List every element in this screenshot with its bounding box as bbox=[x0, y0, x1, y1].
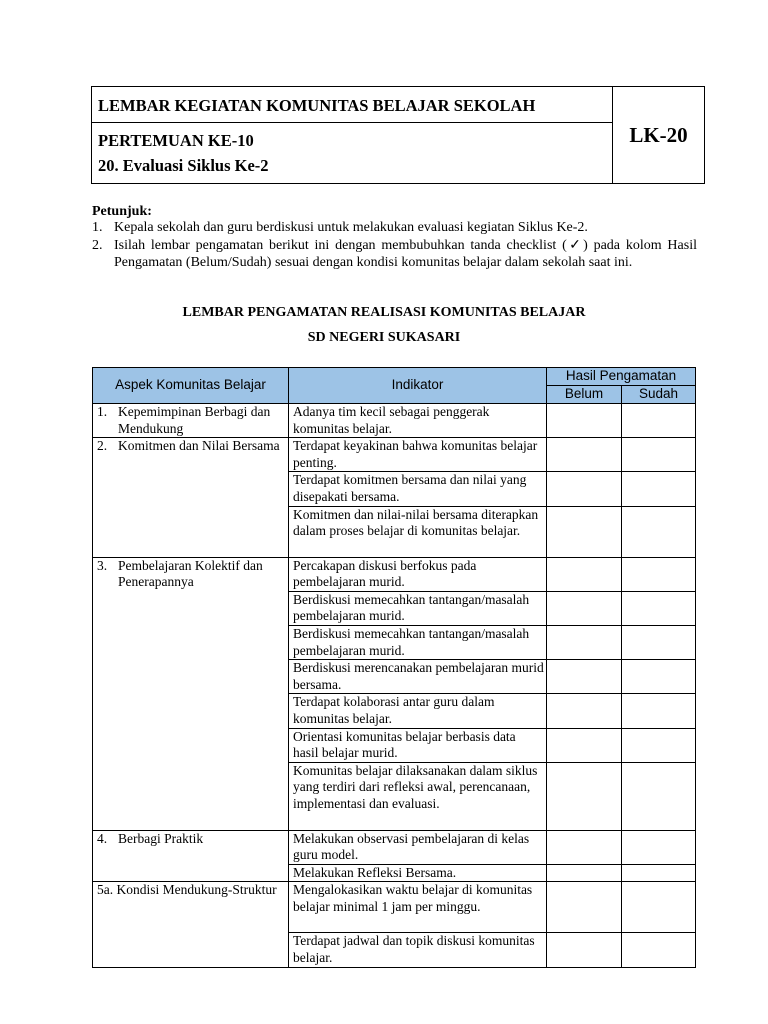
header-left bbox=[92, 87, 613, 183]
indicator-cell: Berdiskusi memecahkan tantangan/masalah pembelajaran murid. bbox=[289, 625, 547, 659]
aspect-label: Kepemimpinan Berbagi dan Mendukung bbox=[118, 404, 271, 436]
indicator-cell: Berdiskusi merencanakan pembelajaran murid bersama. bbox=[289, 660, 547, 694]
table-row bbox=[93, 882, 696, 933]
school-name: SD NEGERI SUKASARI bbox=[307, 330, 461, 345]
check-sudah-cell[interactable] bbox=[622, 404, 696, 438]
indicator-cell: Orientasi komunitas belajar berbasis data hasil belajar murid. bbox=[289, 728, 547, 762]
check-sudah-cell[interactable] bbox=[622, 830, 696, 864]
aspect-number: 1. bbox=[97, 404, 108, 419]
table-row bbox=[93, 557, 696, 591]
check-belum-cell[interactable] bbox=[547, 762, 622, 830]
aspect-label: Pembelajaran Kolektif dan Penerapannya bbox=[118, 557, 263, 590]
check-belum-cell[interactable] bbox=[547, 830, 622, 864]
aspect-cell bbox=[93, 404, 289, 438]
check-belum-cell[interactable] bbox=[547, 933, 622, 967]
aspect-cell bbox=[93, 882, 289, 967]
header-title-row bbox=[92, 87, 612, 123]
aspect-label: Berbagi Praktik bbox=[118, 830, 204, 846]
observation-table bbox=[92, 367, 696, 968]
check-sudah-cell[interactable] bbox=[622, 557, 696, 591]
check-sudah-cell[interactable] bbox=[622, 882, 696, 933]
indicator-cell: Melakukan Refleksi Bersama. bbox=[289, 864, 547, 882]
indicator-cell: Percakapan diskusi berfokus pada pembelajaran murid. bbox=[289, 557, 547, 591]
check-belum-cell[interactable] bbox=[547, 557, 622, 591]
check-belum-cell[interactable] bbox=[547, 882, 622, 933]
check-belum-cell[interactable] bbox=[547, 864, 622, 882]
instructions-title: Petunjuk: bbox=[92, 204, 152, 219]
check-sudah-cell[interactable] bbox=[622, 625, 696, 659]
aspect-cell bbox=[93, 830, 289, 882]
indicator-cell: Adanya tim kecil sebagai penggerak komunitas belajar. bbox=[289, 404, 547, 438]
meeting-label: PERTEMUAN KE-10 bbox=[98, 131, 254, 150]
check-sudah-cell[interactable] bbox=[622, 728, 696, 762]
indicator-cell: Terdapat komitmen bersama dan nilai yang disepakati bersama. bbox=[289, 472, 547, 506]
check-belum-cell[interactable] bbox=[547, 728, 622, 762]
table-row bbox=[93, 404, 696, 438]
aspect-cell bbox=[93, 438, 289, 557]
aspect-number: 2. bbox=[97, 438, 108, 454]
column-header-indikator: Indikator bbox=[289, 368, 547, 404]
check-sudah-cell[interactable] bbox=[622, 933, 696, 967]
check-sudah-cell[interactable] bbox=[622, 864, 696, 882]
check-sudah-cell[interactable] bbox=[622, 762, 696, 830]
check-belum-cell[interactable] bbox=[547, 404, 622, 438]
aspect-label: 5a. Kondisi Mendukung-Struktur bbox=[97, 882, 277, 898]
instruction-text: Kepala sekolah dan guru berdiskusi untuk melakukan evaluasi kegiatan Siklus Ke-2. bbox=[114, 220, 588, 235]
table-row bbox=[93, 438, 696, 472]
check-belum-cell[interactable] bbox=[547, 438, 622, 472]
sheet-title: LEMBAR PENGAMATAN REALISASI KOMUNITAS BELAJAR bbox=[182, 305, 586, 320]
aspect-cell bbox=[93, 557, 289, 830]
table-row bbox=[93, 830, 696, 864]
check-belum-cell[interactable] bbox=[547, 506, 622, 557]
indicator-cell: Mengalokasikan waktu belajar di komunitas belajar minimal 1 jam per minggu. bbox=[289, 882, 547, 933]
indicator-cell: Terdapat kolaborasi antar guru dalam komunitas belajar. bbox=[289, 694, 547, 728]
indicator-cell: Berdiskusi memecahkan tantangan/masalah pembelajaran murid. bbox=[289, 591, 547, 625]
indicator-cell: Terdapat keyakinan bahwa komunitas belajar penting. bbox=[289, 438, 547, 472]
worksheet-code: LK-20 bbox=[629, 122, 688, 147]
worksheet-header bbox=[91, 86, 705, 184]
check-belum-cell[interactable] bbox=[547, 472, 622, 506]
check-sudah-cell[interactable] bbox=[622, 591, 696, 625]
column-header-sudah: Sudah bbox=[622, 386, 696, 404]
aspect-number: 3. bbox=[97, 557, 108, 573]
check-sudah-cell[interactable] bbox=[622, 660, 696, 694]
instruction-number: 2. bbox=[92, 238, 103, 253]
check-belum-cell[interactable] bbox=[547, 694, 622, 728]
check-sudah-cell[interactable] bbox=[622, 438, 696, 472]
indicator-cell: Komunitas belajar dilaksanakan dalam siklus yang terdiri dari refleksi awal, perencanaan, implementasi dan evaluasi. bbox=[289, 762, 547, 830]
aspect-number: 4. bbox=[97, 830, 108, 846]
check-sudah-cell[interactable] bbox=[622, 694, 696, 728]
check-belum-cell[interactable] bbox=[547, 591, 622, 625]
column-header-hasil: Hasil Pengamatan bbox=[547, 368, 696, 386]
indicator-cell: Terdapat jadwal dan topik diskusi komunitas belajar. bbox=[289, 933, 547, 967]
instruction-text: Isilah lembar pengamatan berikut ini dengan membubuhkan tanda checklist (✓) pada kolom Hasil Pengamatan (Belum/Sudah) sesuai dengan kondisi komunitas belajar dalam sekolah saat ini. bbox=[114, 238, 697, 270]
column-header-belum: Belum bbox=[547, 386, 622, 404]
check-sudah-cell[interactable] bbox=[622, 472, 696, 506]
instruction-number: 1. bbox=[92, 220, 103, 235]
check-sudah-cell[interactable] bbox=[622, 506, 696, 557]
column-header-aspek: Aspek Komunitas Belajar bbox=[93, 368, 289, 404]
activity-label: 20. Evaluasi Siklus Ke-2 bbox=[98, 156, 269, 175]
header-title: LEMBAR KEGIATAN KOMUNITAS BELAJAR SEKOLAH bbox=[98, 96, 536, 115]
check-belum-cell[interactable] bbox=[547, 625, 622, 659]
indicator-cell: Melakukan observasi pembelajaran di kelas guru model. bbox=[289, 830, 547, 864]
aspect-label: Komitmen dan Nilai Bersama bbox=[118, 438, 280, 454]
check-belum-cell[interactable] bbox=[547, 660, 622, 694]
indicator-cell: Komitmen dan nilai-nilai bersama diterapkan dalam proses belajar di komunitas belajar. bbox=[289, 506, 547, 557]
